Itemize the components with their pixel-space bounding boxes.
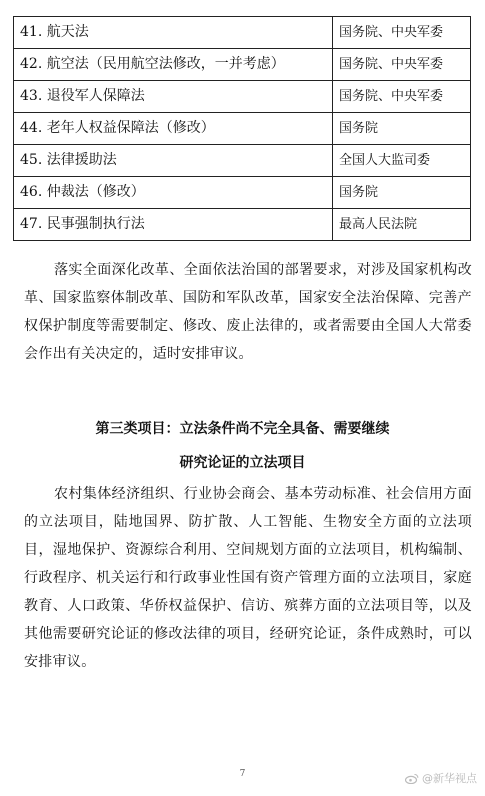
watermark-text: @新华视点 — [422, 772, 477, 785]
department-cell: 国务院 — [333, 113, 471, 145]
law-name-cell: 45. 法律援助法 — [14, 145, 333, 177]
law-name-cell: 46. 仲裁法（修改） — [14, 177, 333, 209]
paragraph-reform-arrangements: 落实全面深化改革、全面依法治国的部署要求，对涉及国家机构改革、国家监察体制改革、国防和军队改革，国家安全法治保障、完善产权保护制度等需要制定、修改、废止法律的，或者需要由全国人大常委会作出有关决定的，适时安排审议。 — [24, 262, 472, 362]
weibo-watermark — [405, 770, 477, 786]
table-row — [14, 17, 471, 49]
weibo-icon — [405, 773, 419, 784]
table-row — [14, 81, 471, 113]
department-cell: 国务院、中央军委 — [333, 81, 471, 113]
section-heading-line2: 研究论证的立法项目 — [179, 455, 306, 471]
department-cell: 最高人民法院 — [333, 209, 471, 241]
table-row — [14, 145, 471, 177]
law-name-cell: 41. 航天法 — [14, 17, 333, 49]
section-heading-line1: 第三类项目：立法条件尚不完全具备、需要继续 — [95, 421, 390, 437]
law-name-cell: 43. 退役军人保障法 — [14, 81, 333, 113]
law-name-cell: 47. 民事强制执行法 — [14, 209, 333, 241]
law-name-cell: 44. 老年人权益保障法（修改） — [14, 113, 333, 145]
legislation-table — [13, 16, 471, 241]
department-cell: 国务院 — [333, 177, 471, 209]
legislation-table-body — [14, 17, 471, 241]
table-row — [14, 177, 471, 209]
table-row — [14, 49, 471, 81]
paragraph-research-projects: 农村集体经济组织、行业协会商会、基本劳动标准、社会信用方面的立法项目，陆地国界、防扩散、人工智能、生物安全方面的立法项目，湿地保护、资源综合利用、空间规划方面的立法项目，机构编制、行政程序、机关运行和行政事业性国有资产管理方面的立法项目，家庭教育、人口政策、华侨权益保护、信访、殡葬方面的立法项目等，以及其他需要研究论证的修改法律的项目，经研究论证，条件成熟时，可以安排审议。 — [24, 486, 472, 670]
law-name-cell: 42. 航空法（民用航空法修改，一并考虑） — [14, 49, 333, 81]
department-cell: 全国人大监司委 — [333, 145, 471, 177]
table-row — [14, 209, 471, 241]
department-cell: 国务院、中央军委 — [333, 49, 471, 81]
department-cell: 国务院、中央军委 — [333, 17, 471, 49]
table-row — [14, 113, 471, 145]
page-number: 7 — [239, 769, 246, 779]
